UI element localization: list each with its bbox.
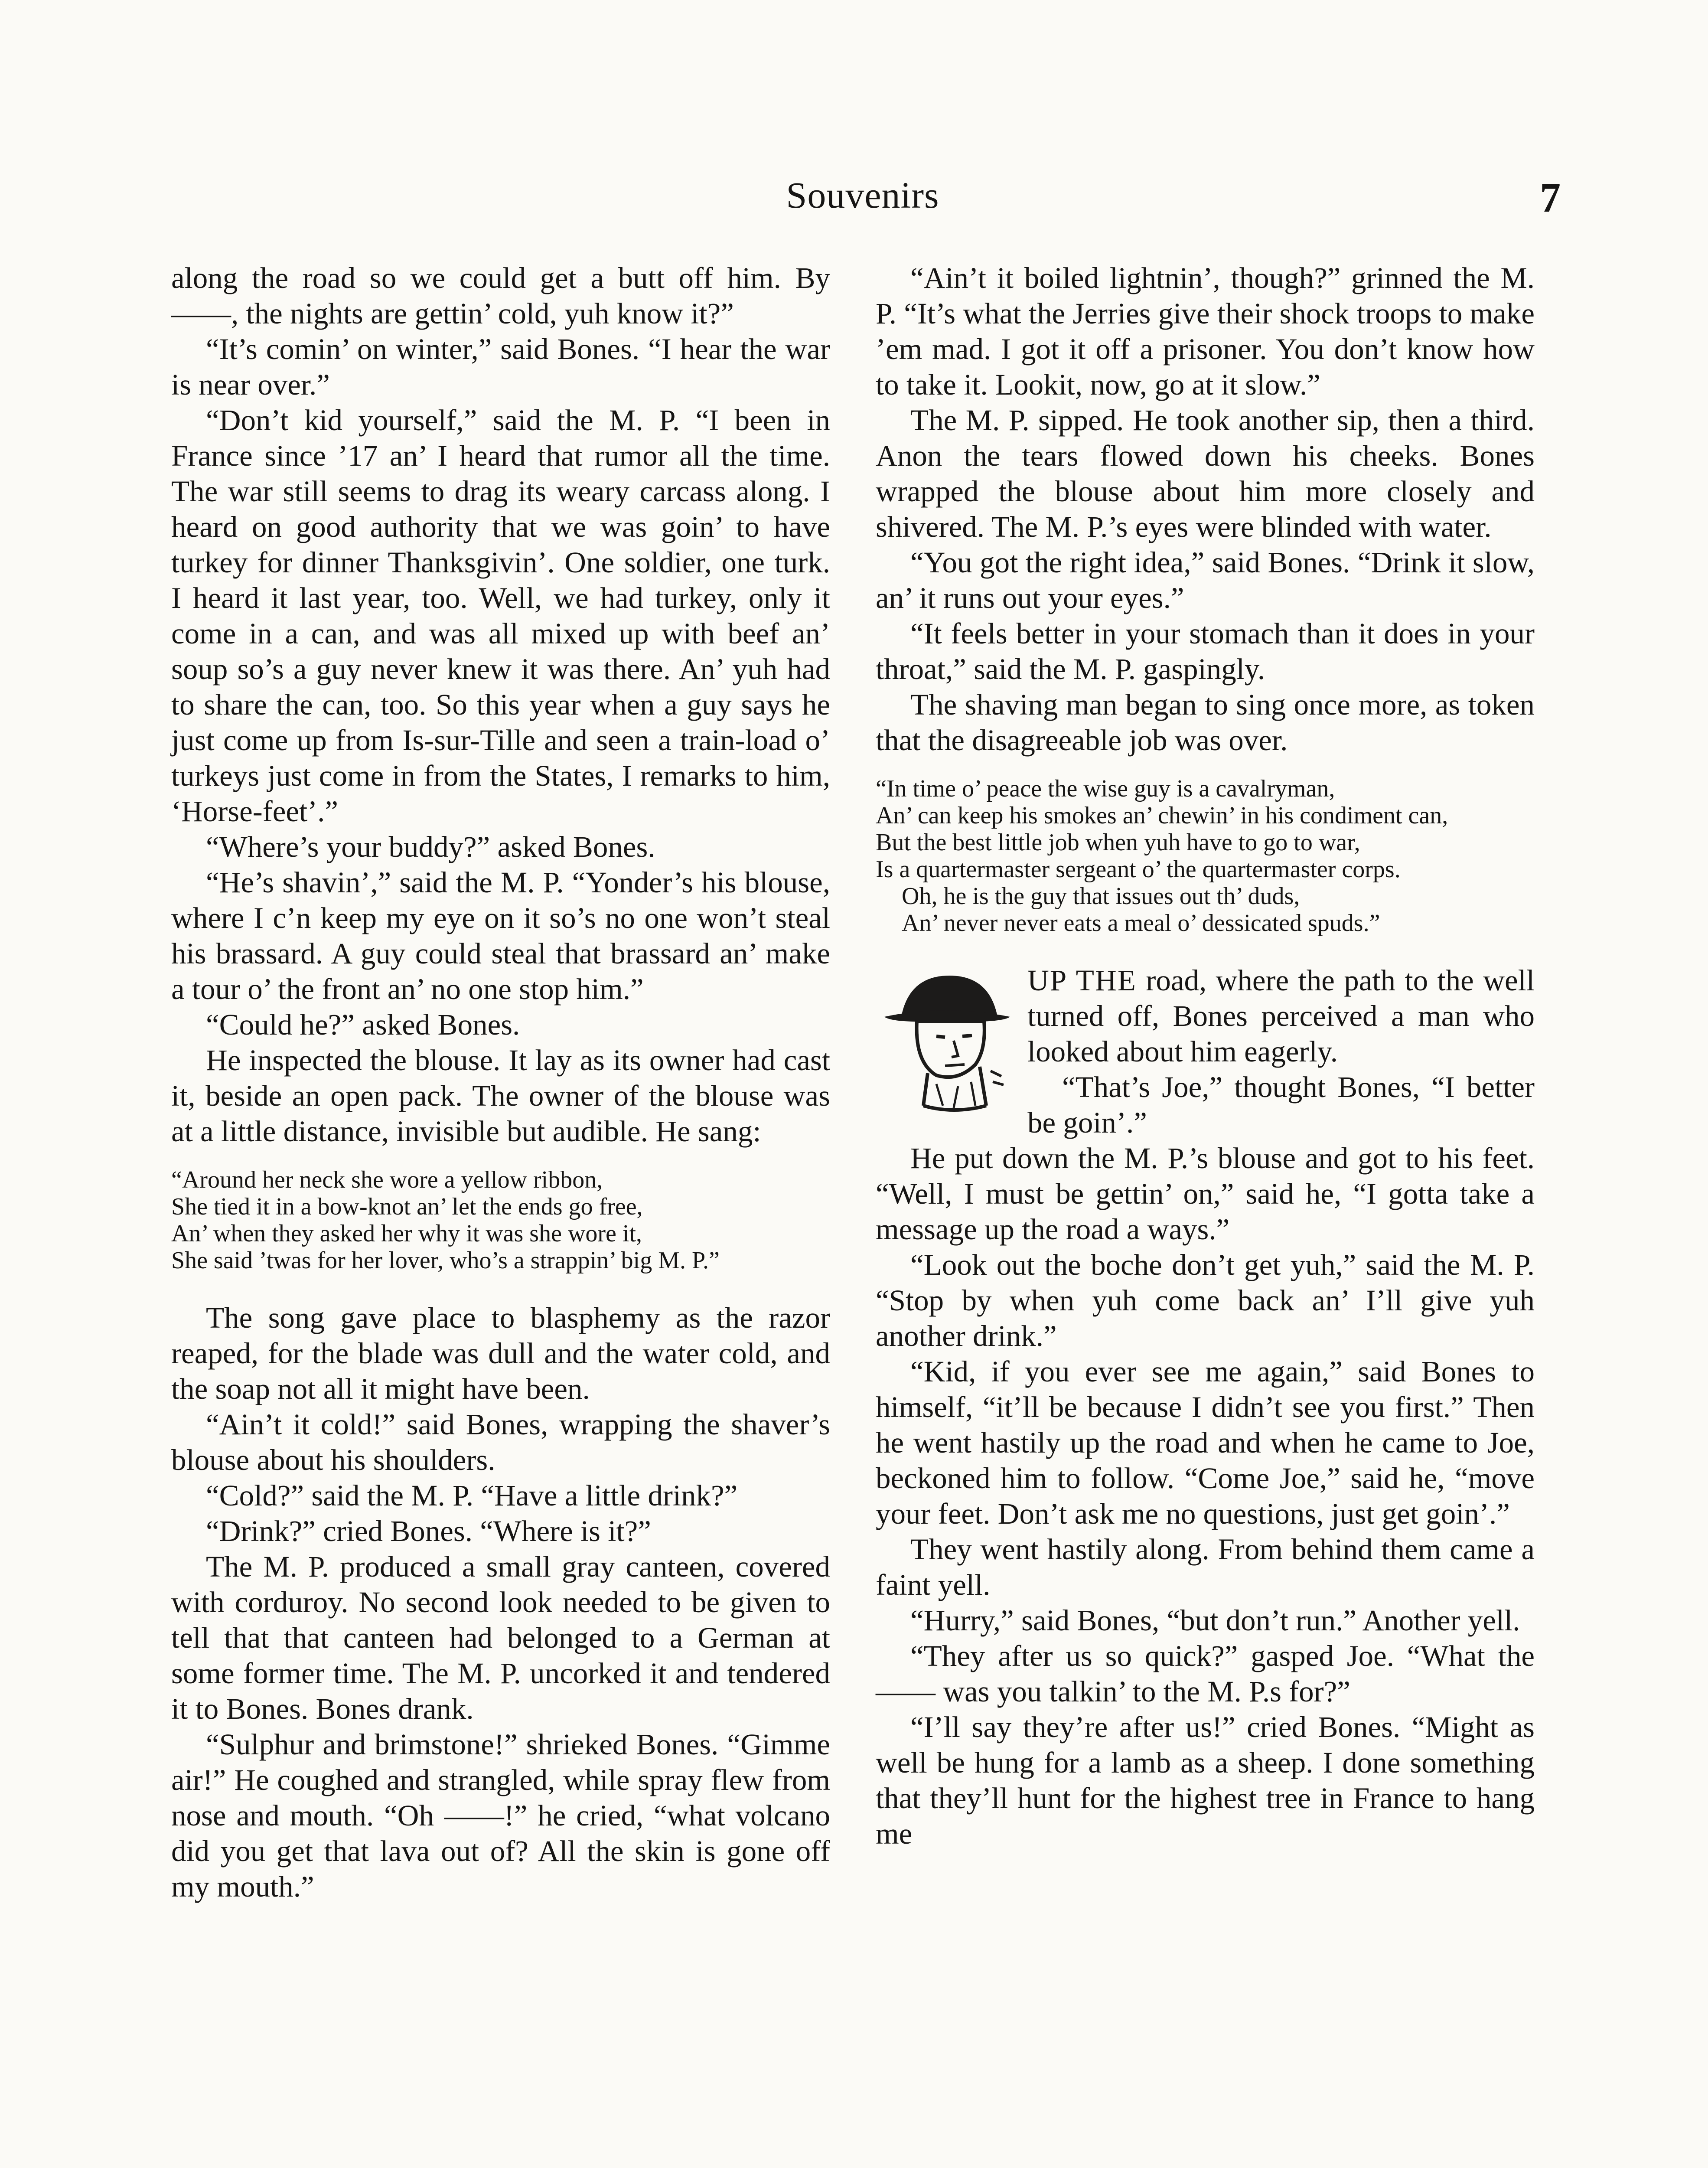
paragraph: “You got the right idea,” said Bones. “Drink it slow, an’ it runs out your eyes.” [876,546,1535,614]
verse-line: Is a quartermaster sergeant o’ the quartermaster corps. [876,856,1401,883]
running-title: Souvenirs [786,174,939,216]
paragraph: The shaving man began to sing once more, as token that the disagreeable job was over. [876,688,1535,757]
paragraph: “Don’t kid yourself,” said the M. P. “I been in France since ’17 an’ I heard that rumor all the time. The war still seems to drag its weary carcass along. I heard on good authority that we was goin’ to have turkey for dinner Thanksgivin’. One soldier, one turk. I heard it last year, too. Well, we had turkey, only it come in a can, and was all mixed up with beef an’ soup so’s a guy never knew it was there. An’ yuh had to share the can, too. So this year when a guy says he just come up from Is-sur-Tille and seen a train-load o’ turkeys just come in from the States, I remarks to him, ‘Horse-feet’.” [171,404,830,828]
paragraph: They went hastily along. From behind them came a faint yell. [876,1533,1535,1601]
paragraph: “It’s comin’ on winter,” said Bones. “I hear the war is near over.” [171,333,830,401]
paragraph: “Cold?” said the M. P. “Have a little drink?” [206,1479,738,1512]
paragraph: “They after us so quick?” gasped Joe. “What the —— was you talkin’ to the M. P.s for?” [876,1639,1535,1708]
paragraph: “That’s Joe,” thought Bones, “I better be goin’.” [1027,1071,1535,1139]
verse-line: “In time o’ peace the wise guy is a cavalryman, [876,775,1335,802]
paragraph: The song gave place to blasphemy as the razor reaped, for the blade was dull and the water cold, and the soap not all it might have been. [171,1301,830,1405]
left-column [171,260,830,1904]
paragraph: “Look out the boche don’t get yuh,” said the M. P. “Stop by when yuh come back an’ I’ll give yuh another drink.” [876,1248,1535,1352]
paragraph: The M. P. sipped. He took another sip, then a third. Anon the tears flowed down his cheeks. Bones wrapped the blouse about him more closely and shivered. The M. P.’s eyes were blinded with water. [876,404,1535,543]
section-lead: UP THE [1027,964,1137,997]
paragraph: “Hurry,” said Bones, “but don’t run.” Another yell. [910,1604,1520,1637]
paragraph: “Where’s your buddy?” asked Bones. [206,830,655,863]
verse-line: She tied it in a bow-knot an’ let the ends go free, [171,1193,643,1220]
verse-line: An’ never never eats a meal o’ dessicated spuds.” [902,910,1380,937]
paragraph: “He’s shavin’,” said the M. P. “Yonder’s his blouse, where I c’n keep my eye on it so’s no one won’t steal his brassard. A guy could steal that brassard an’ make a tour o’ the front an’ no one stop him.” [171,866,830,1006]
right-column [876,260,1535,1851]
verse-line: An’ can keep his smokes an’ chewin’ in his condiment can, [876,802,1448,829]
paragraph: “Ain’t it cold!” said Bones, wrapping the shaver’s blouse about his shoulders. [171,1408,830,1476]
paragraph-text: road, where the path to the well turned off, Bones perceived a man who looked about him eagerly. [1027,964,1535,1068]
paragraph: along the road so we could get a butt off him. By ——, the nights are gettin’ cold, yuh know it?” [171,261,830,330]
section-opening [876,963,1535,1140]
paragraph: “Sulphur and brimstone!” shrieked Bones. “Gimme air!” He coughed and strangled, while spray flew from nose and mouth. “Oh ——!” he cried, “what volcano did you get that lava out of? All the skin is gone off my mouth.” [171,1728,830,1903]
paragraph: “Drink?” cried Bones. “Where is it?” [206,1515,651,1548]
verse-line: Oh, he is the guy that issues out th’ duds, [902,883,1300,910]
verse-line: An’ when they asked her why it was she wore it, [171,1220,642,1247]
soldier-helmet-icon [871,963,1019,1119]
paragraph: “It feels better in your stomach than it does in your throat,” said the M. P. gaspingly. [876,617,1535,686]
paragraph: “Could he?” asked Bones. [206,1008,520,1041]
verse-line: She said ’twas for her lover, who’s a strappin’ big M. P.” [171,1247,720,1274]
paragraph: The M. P. produced a small gray canteen, covered with corduroy. No second look needed to be given to tell that that canteen had belonged to a German at some former time. The M. P. uncorked it and tendered it to Bones. Bones drank. [171,1550,830,1725]
verse-line: But the best little job when yuh have to go to war, [876,829,1360,856]
paragraph: He put down the M. P.’s blouse and got to his feet. “Well, I must be gettin’ on,” said he, “I gotta take a message up the road a ways.” [876,1142,1535,1246]
paragraph: “Kid, if you ever see me again,” said Bones to himself, “it’ll be because I didn’t see you first.” Then he went hastily up the road and when he came to Joe, beckoned him to follow. “Come Joe,” said he, “move your feet. Don’t ask me no questions, just get goin’.” [876,1355,1535,1530]
paragraph: “I’ll say they’re after us!” cried Bones. “Might as well be hung for a lamb as a sheep. I done something that they’ll hunt for the highest tree in France to hang me [876,1711,1535,1850]
verse-line: “Around her neck she wore a yellow ribbon, [171,1166,603,1193]
page-number: 7 [1540,174,1561,221]
song-verse [171,1166,830,1274]
paragraph: “Ain’t it boiled lightnin’, though?” grinned the M. P. “It’s what the Jerries give their shock troops to make ’em mad. I got it off a prisoner. You don’t know how to take it. Lookit, now, go at it slow.” [876,261,1535,401]
paragraph: He inspected the blouse. It lay as its owner had cast it, beside an open pack. The owner of the blouse was at a little distance, invisible but audible. He sang: [171,1044,830,1148]
song-verse [876,775,1535,937]
